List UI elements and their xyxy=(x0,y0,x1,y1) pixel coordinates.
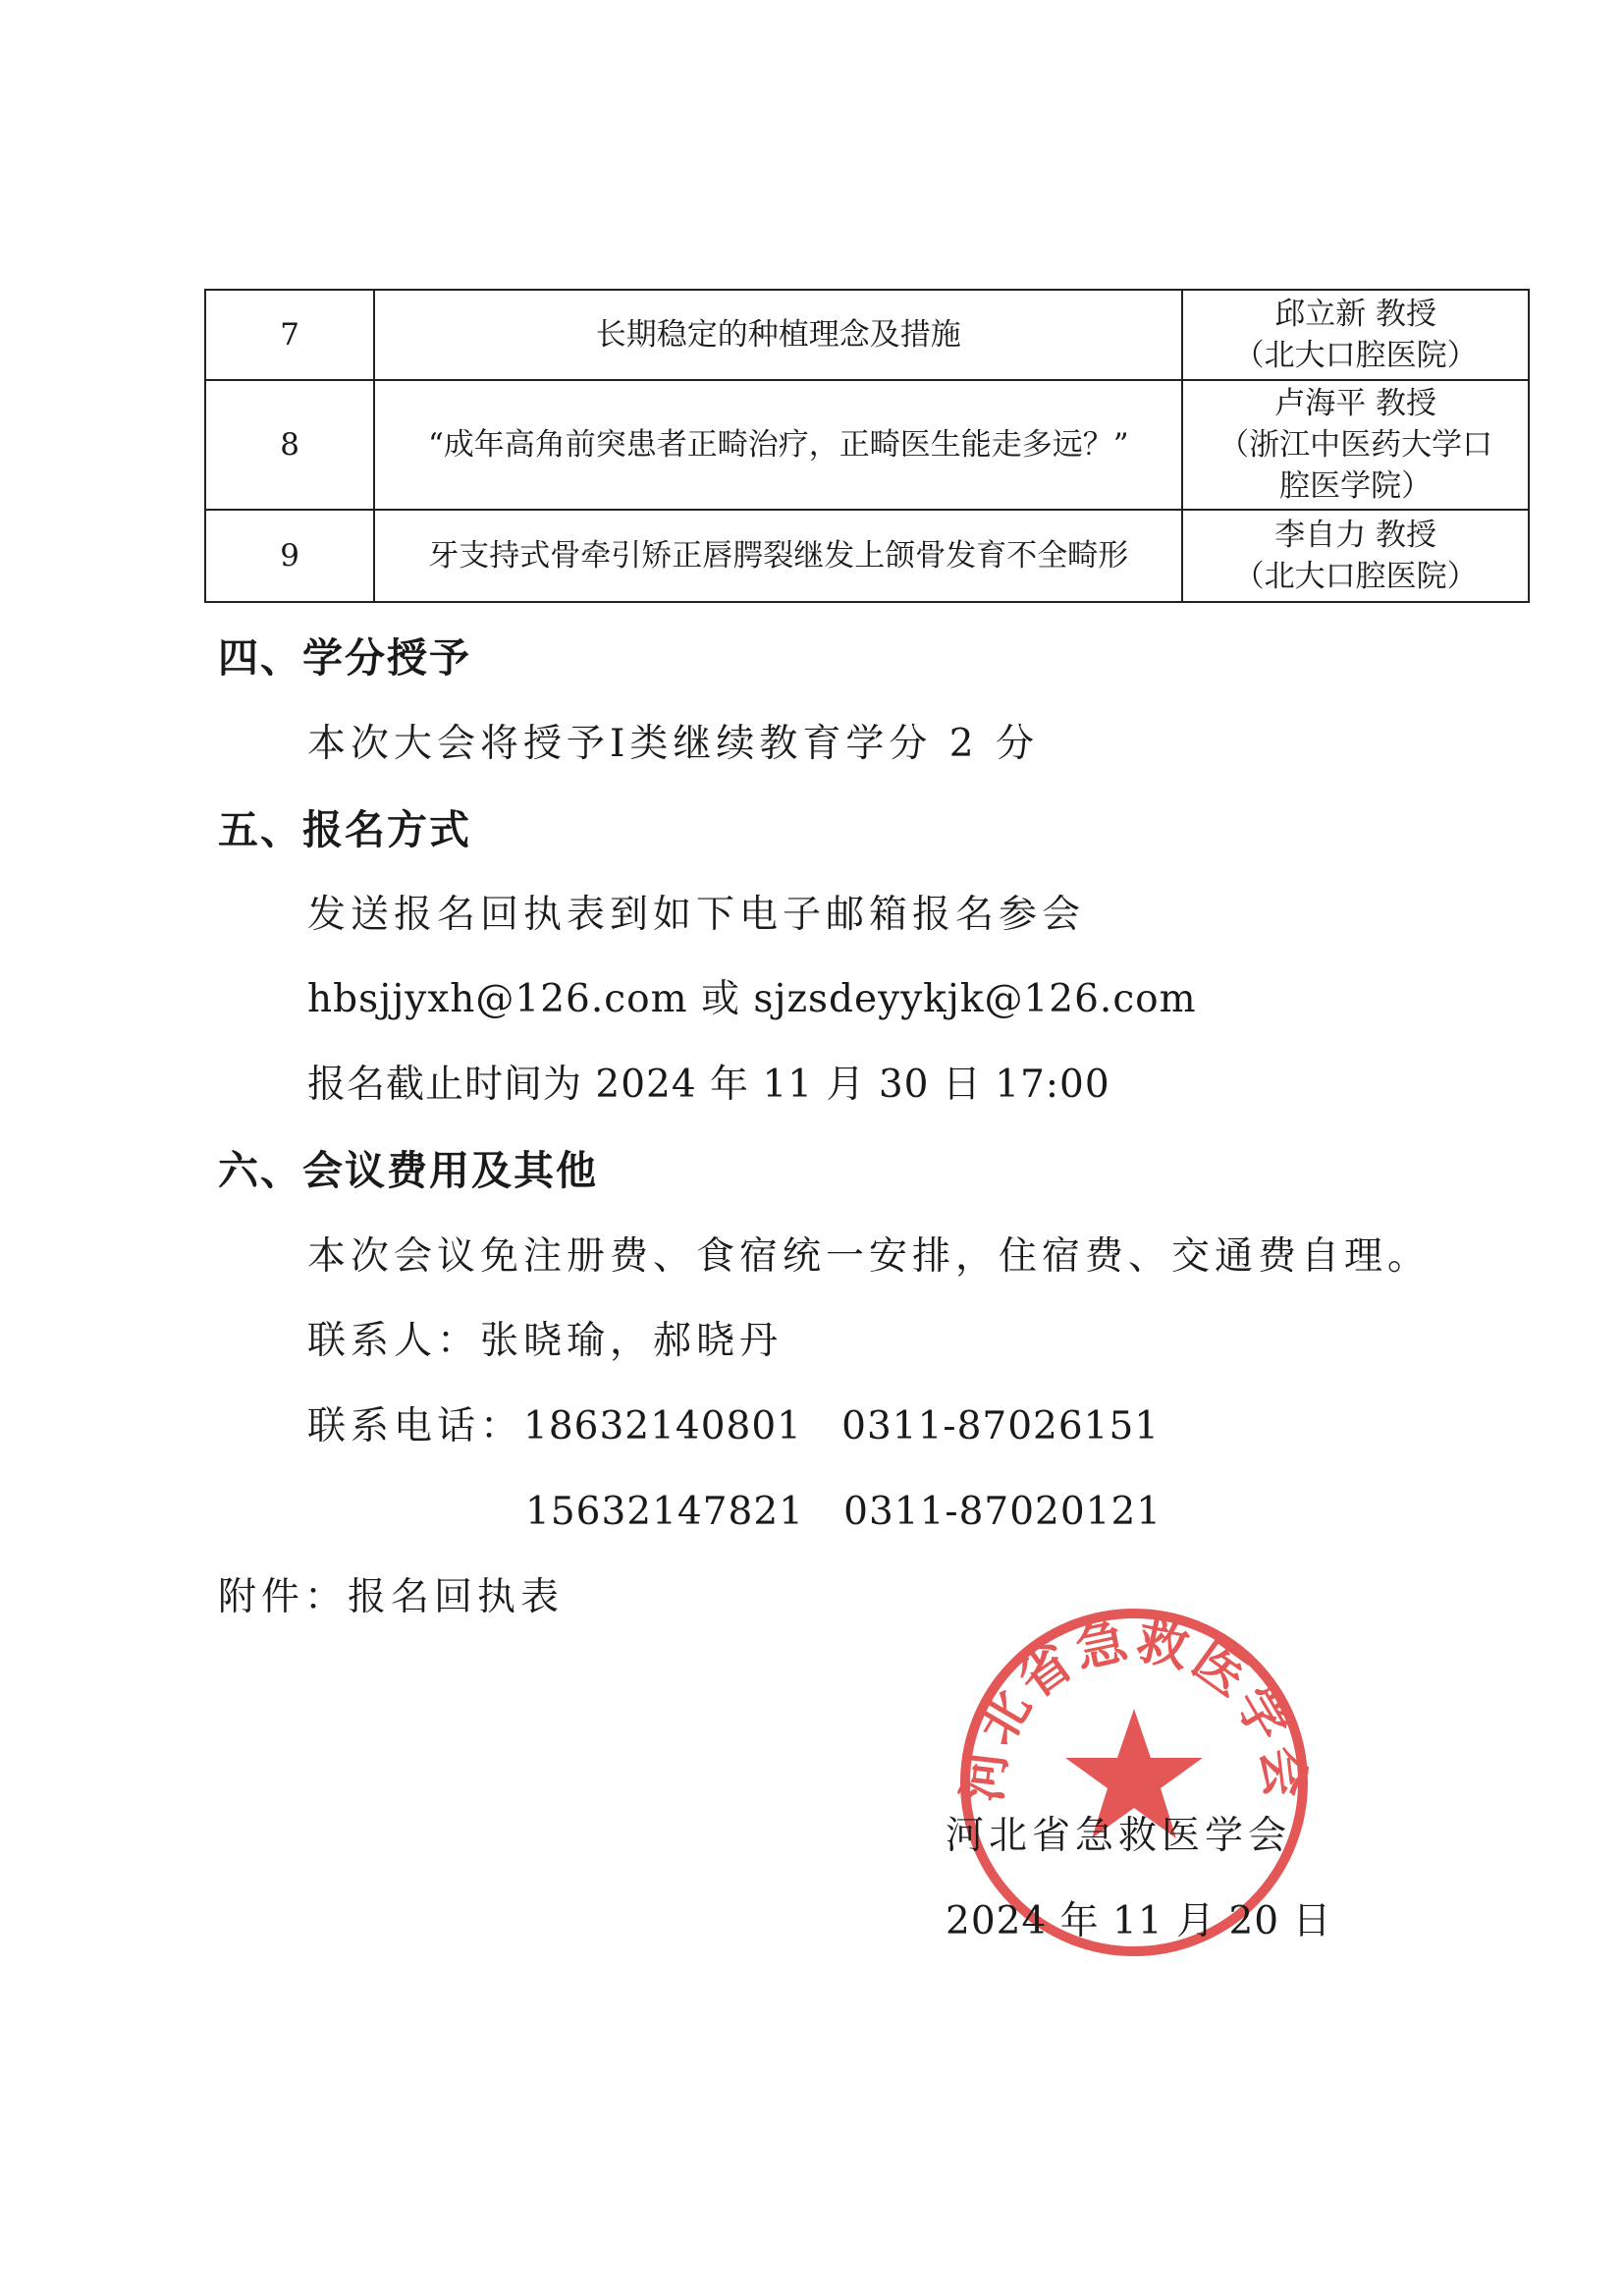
attachment: 附件：报名回执表 xyxy=(218,1575,565,1619)
row-topic: 长期稳定的种植理念及措施 xyxy=(374,290,1182,380)
row-topic: 牙支持式骨牵引矫正唇腭裂继发上颌骨发育不全畸形 xyxy=(374,510,1182,602)
contacts: 联系人：张晓瑜，郝晓丹 xyxy=(307,1319,784,1363)
registration-emails: hbsjjyxh@126.com 或 sjzsdeyykjk@126.com xyxy=(307,977,1197,1021)
section-registration-title: 五、报名方式 xyxy=(218,806,471,853)
row-speaker xyxy=(1182,510,1529,602)
row-number: 8 xyxy=(205,380,374,510)
registration-deadline: 报名截止时间为 2024 年 11 月 30 日 17:00 xyxy=(307,1063,1110,1107)
signature-org: 河北省急救医学会 xyxy=(946,1814,1292,1858)
speaker-affiliation: （北大口腔医院） xyxy=(1233,559,1478,594)
phone-row-1 xyxy=(307,1402,1160,1451)
phone-numbers: 18632140801 0311-87026151 xyxy=(523,1404,1161,1449)
table-row xyxy=(205,290,1529,380)
row-topic: “成年高角前突患者正畸治疗，正畸医生能走多远？” xyxy=(374,380,1182,510)
row-speaker xyxy=(1182,290,1529,380)
registration-line: 发送报名回执表到如下电子邮箱报名参会 xyxy=(307,893,1086,937)
schedule-table xyxy=(204,289,1530,603)
seal-text: 河北省急救医学会 xyxy=(952,1610,1316,1805)
row-number: 7 xyxy=(205,290,374,380)
speaker-name: 邱立新 教授 xyxy=(1274,297,1437,332)
speaker-name: 李自力 教授 xyxy=(1274,518,1437,553)
speaker-affiliation: （北大口腔医院） xyxy=(1233,338,1478,373)
credit-body: 本次大会将授予Ⅰ类继续教育学分 2 分 xyxy=(307,722,1040,766)
speaker-affiliation: （浙江中医药大学口 xyxy=(1218,427,1493,463)
table-row xyxy=(205,510,1529,602)
phone-label: 联系电话： xyxy=(307,1404,524,1449)
row-number: 9 xyxy=(205,510,374,602)
section-fees-title: 六、会议费用及其他 xyxy=(218,1147,598,1194)
table-row xyxy=(205,380,1529,510)
speaker-affiliation: 腔医学院） xyxy=(1279,468,1433,504)
signature-date: 2024 年 11 月 20 日 xyxy=(946,1899,1332,1943)
phone-row-2: 15632147821 0311-87020121 xyxy=(525,1490,1163,1534)
fees-body: 本次会议免注册费、食宿统一安排，住宿费、交通费自理。 xyxy=(307,1234,1432,1279)
speaker-name: 卢海平 教授 xyxy=(1274,386,1437,421)
section-credit-title: 四、学分授予 xyxy=(218,634,471,682)
row-speaker xyxy=(1182,380,1529,510)
